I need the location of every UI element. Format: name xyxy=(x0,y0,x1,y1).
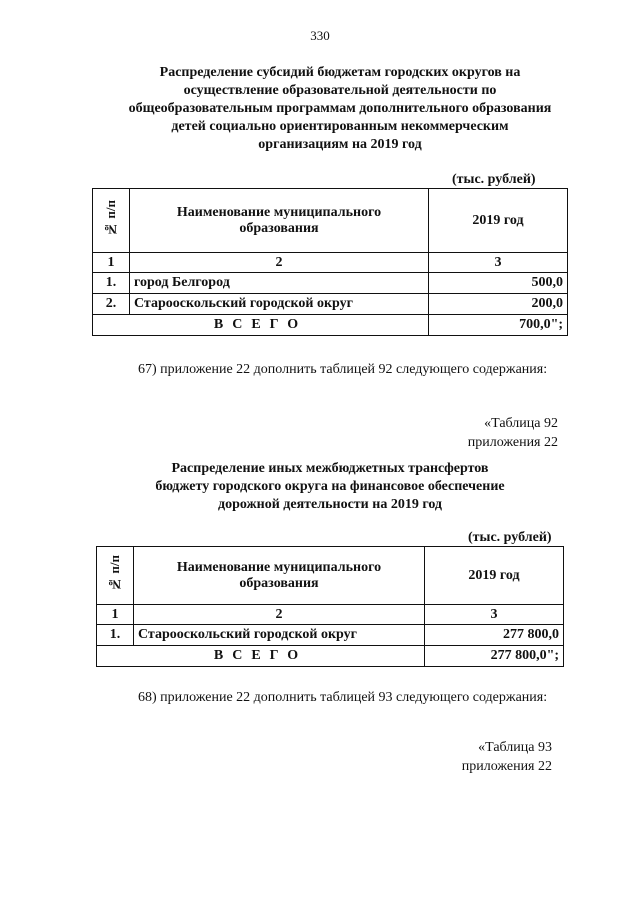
section1-title-line: детей социально ориентированным некоммерческим xyxy=(171,119,509,134)
total-label: ВСЕГО xyxy=(93,315,429,336)
section2-unit: (тыс. рублей) xyxy=(468,530,552,545)
header-num-label: № п/п xyxy=(103,199,118,237)
header-name-line: образования xyxy=(239,220,319,236)
row-value: 200,0 xyxy=(429,294,568,315)
reference-line: «Таблица 92 xyxy=(484,416,558,431)
section1-title-line: общеобразовательным программам дополнительного образования xyxy=(128,101,552,116)
row-name: Старооскольский городской округ xyxy=(130,294,429,315)
header-name-line: образования xyxy=(239,575,319,591)
page-number: 330 xyxy=(310,28,330,43)
row-num: 1. xyxy=(93,273,130,294)
header-name-cell xyxy=(134,547,425,605)
paragraph-67: 67) приложение 22 дополнить таблицей 92 следующего содержания: xyxy=(138,362,548,377)
row-num: 1. xyxy=(97,625,134,646)
index-cell: 3 xyxy=(425,605,564,625)
total-row xyxy=(93,315,568,336)
reference-line: приложения 22 xyxy=(467,435,558,450)
total-value: 700,0"; xyxy=(429,315,568,336)
index-cell: 2 xyxy=(134,605,425,625)
reference-line: приложения 22 xyxy=(461,759,552,774)
index-cell: 2 xyxy=(130,253,429,273)
table-93-reference xyxy=(436,738,552,776)
header-name-line: Наименование муниципального xyxy=(176,204,382,220)
transfers-table xyxy=(96,546,564,667)
total-value: 277 800,0"; xyxy=(425,646,564,667)
header-num-cell xyxy=(97,547,134,605)
section2-title-line: бюджету городского округа на финансовое обеспечение xyxy=(155,479,505,494)
total-row xyxy=(97,646,564,667)
header-name-line: Наименование муниципального xyxy=(176,559,382,575)
index-row xyxy=(97,605,564,625)
index-row xyxy=(93,253,568,273)
section2-title-line: дорожной деятельности на 2019 год xyxy=(218,497,442,512)
header-name-cell xyxy=(130,189,429,253)
section1-title-line: осуществление образовательной деятельности по xyxy=(183,83,497,98)
row-value: 277 800,0 xyxy=(425,625,564,646)
row-value: 500,0 xyxy=(429,273,568,294)
paragraph-68: 68) приложение 22 дополнить таблицей 93 следующего содержания: xyxy=(138,690,548,705)
subsidy-table xyxy=(92,188,568,336)
section1-title-line: Распределение субсидий бюджетам городских округов на xyxy=(159,65,521,80)
table-92-reference xyxy=(440,414,558,452)
header-num-label: № п/п xyxy=(107,554,122,592)
table-row xyxy=(97,625,564,646)
row-name: Старооскольский городской округ xyxy=(134,625,425,646)
header-num-cell xyxy=(93,189,130,253)
total-label: ВСЕГО xyxy=(97,646,425,667)
index-cell: 1 xyxy=(93,253,130,273)
index-cell: 3 xyxy=(429,253,568,273)
section2-title xyxy=(90,460,570,514)
header-year-cell: 2019 год xyxy=(425,547,564,605)
table-header-row xyxy=(93,189,568,253)
index-cell: 1 xyxy=(97,605,134,625)
table-header-row xyxy=(97,547,564,605)
row-num: 2. xyxy=(93,294,130,315)
table-row xyxy=(93,273,568,294)
section1-unit: (тыс. рублей) xyxy=(452,172,536,187)
section1-title xyxy=(90,64,590,154)
reference-line: «Таблица 93 xyxy=(478,740,552,755)
header-year-cell: 2019 год xyxy=(429,189,568,253)
section1-title-line: организациям на 2019 год xyxy=(258,137,422,152)
section2-title-line: Распределение иных межбюджетных трансфертов xyxy=(171,461,489,476)
table-row xyxy=(93,294,568,315)
row-name: город Белгород xyxy=(130,273,429,294)
